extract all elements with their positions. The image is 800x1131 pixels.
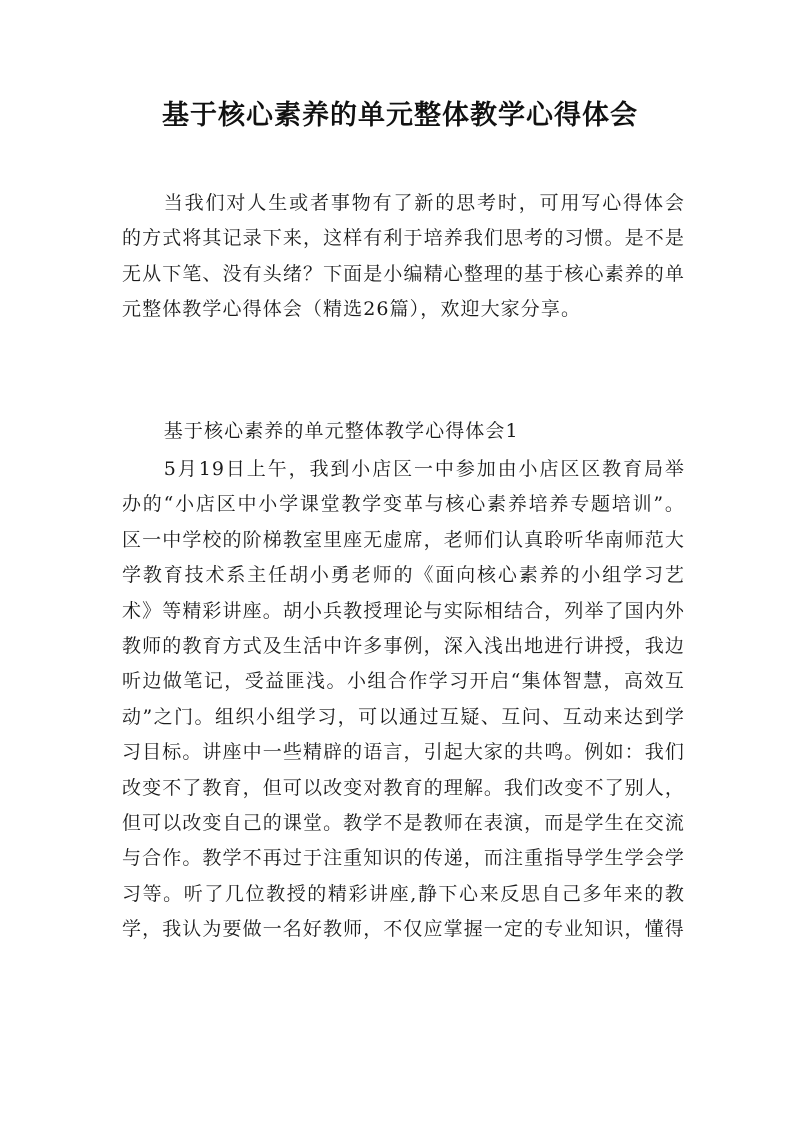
section-paragraph: 5月19日上午，我到小店区一中参加由小店区区教育局举办的“小店区中小学课堂教学变革与核心素养培养专题培训”。区一中学校的阶梯教室里座无虚席，老师们认真聆听华南师范大学教育技术系主任胡小勇老师的《面向核心素养的小组学习艺术》等精彩讲座。胡小兵教授理论与实际相结合，列举了国内外教师的教育方式及生活中许多事例，深入浅出地进行讲授，我边听边做笔记，受益匪浅。小组合作学习开启“集体智慧，高效互动”之门。组织小组学习，可以通过互疑、互问、互动来达到学习目标。讲座中一些精辟的语言，引起大家的共鸣。例如：我们改变不了教育，但可以改变对教育的理解。我们改变不了别人，但可以改变自己的课堂。教学不是教师在表演，而是学生在交流与合作。教学不再过于注重知识的传递，而注重指导学生学会学习等。听了几位教授的精彩讲座,静下心来反思自己多年来的教学，我认为要做一名好教师，不仅应掌握一定的专业知识，懂得	[122, 458, 685, 941]
section-heading: 基于核心素养的单元整体教学心得体会1	[163, 420, 519, 442]
document-title: 基于核心素养的单元整体教学心得体会	[162, 100, 638, 131]
intro-paragraph: 当我们对人生或者事物有了新的思考时，可用写心得体会的方式将其记录下来，这样有利于培养我们思考的习惯。是不是无从下笔、没有头绪？下面是小编精心整理的基于核心素养的单元整体教学心得体会（精选26篇），欢迎大家分享。	[122, 192, 685, 321]
